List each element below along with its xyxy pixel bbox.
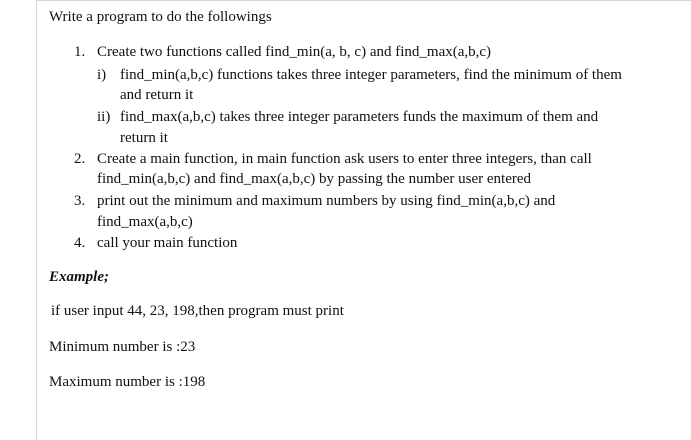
sublist-marker-i: i) <box>97 67 107 83</box>
list-marker-1: 1. <box>74 44 86 60</box>
list-marker-2: 2. <box>74 151 86 167</box>
sublist-item-ii-line-2: return it <box>120 130 168 146</box>
list-item-2-line-1: Create a main function, in main function ask users to enter three integers, than call <box>97 151 592 167</box>
sublist-item-ii-line-1: find_max(a,b,c) takes three integer parameters funds the maximum of them and <box>120 109 599 125</box>
list-item-1-line-1: Create two functions called find_min(a, b, c) and find_max(a,b,c) <box>97 44 492 60</box>
list-item-3-line-1: print out the minimum and maximum numbers by using find_min(a,b,c) and <box>97 193 556 209</box>
output-minimum-text: Minimum number is :23 <box>49 339 196 355</box>
list-item-2-line-2: find_min(a,b,c) and find_max(a,b,c) by passing the number user entered <box>97 171 532 187</box>
document-title: Write a program to do the followings <box>49 9 272 25</box>
example-heading: Example; <box>49 269 109 285</box>
list-item-3-line-2: find_max(a,b,c) <box>97 214 193 230</box>
list-marker-3: 3. <box>74 193 86 209</box>
output-maximum-text: Maximum number is :198 <box>49 374 206 390</box>
list-marker-4: 4. <box>74 235 86 251</box>
list-item-4-line-1: call your main function <box>97 235 238 251</box>
sublist-item-i-line-1: find_min(a,b,c) functions takes three integer parameters, find the minimum of them <box>120 67 622 83</box>
sublist-marker-ii: ii) <box>97 109 111 125</box>
sublist-item-i-line-2: and return it <box>120 87 194 103</box>
example-input-text: if user input 44, 23, 198,then program must print <box>51 303 344 319</box>
